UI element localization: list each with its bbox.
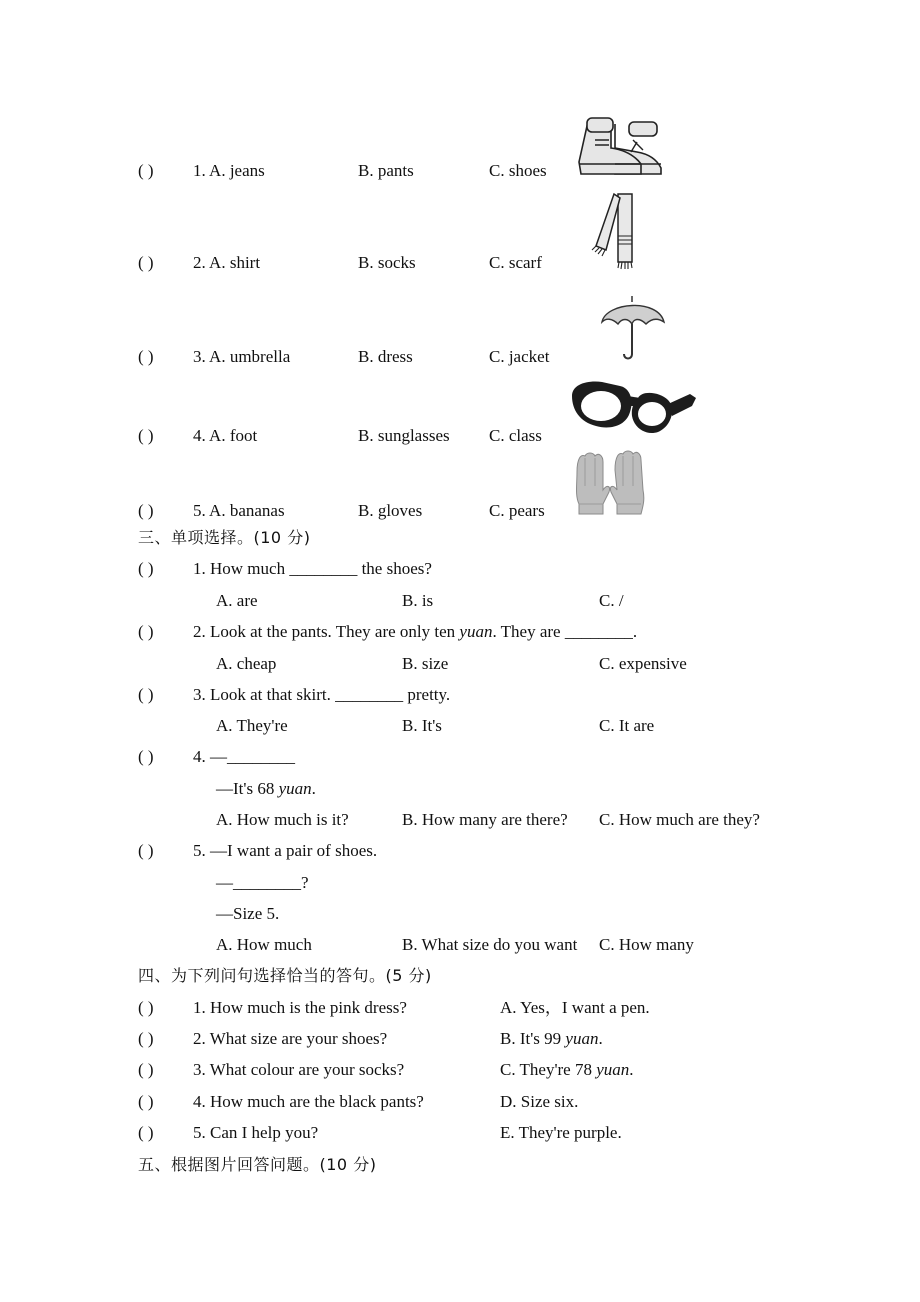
section3-title: 三、单项选择。(10 分) [138, 528, 311, 547]
section5-title: 五、根据图片回答问题。(10 分) [138, 1155, 377, 1174]
option-a: A. are [216, 591, 258, 610]
answer-blank[interactable]: ( ) [138, 161, 154, 180]
answer-blank[interactable]: ( ) [138, 747, 154, 766]
answer-blank[interactable]: ( ) [138, 501, 154, 520]
answer-option: C. They're 78 yuan. [500, 1060, 634, 1079]
dialogue-line: —________? [216, 873, 309, 892]
question-text: 4. How much are the black pants? [193, 1092, 424, 1111]
question-text: 3. What colour are your socks? [193, 1060, 405, 1079]
question-stem: 1. How much ________ the shoes? [193, 559, 432, 578]
answer-option: E. They're purple. [500, 1123, 622, 1142]
option-b: B. size [402, 654, 449, 673]
question-option-a: 2. A. shirt [193, 253, 261, 272]
option-b: B. is [402, 591, 434, 610]
question-option-c: C. shoes [489, 161, 547, 180]
question-option-a: 5. A. bananas [193, 501, 285, 520]
answer-blank[interactable]: ( ) [138, 1029, 154, 1048]
umbrella-image [598, 292, 668, 364]
option-a: A. They're [216, 716, 288, 735]
question-option-b: B. gloves [358, 501, 423, 520]
gloves-image [571, 450, 649, 518]
question-text: 2. What size are your shoes? [193, 1029, 388, 1048]
question-option-c: C. scarf [489, 253, 542, 272]
answer-blank[interactable]: ( ) [138, 426, 154, 445]
option-b: B. How many are there? [402, 810, 568, 829]
option-c: C. How much are they? [599, 810, 760, 829]
question-option-a: 3. A. umbrella [193, 347, 291, 366]
answer-blank[interactable]: ( ) [138, 998, 154, 1017]
question-text: 1. How much is the pink dress? [193, 998, 407, 1017]
option-a: A. cheap [216, 654, 277, 673]
option-c: C. expensive [599, 654, 687, 673]
answer-blank[interactable]: ( ) [138, 1092, 154, 1111]
option-a: A. How much is it? [216, 810, 349, 829]
question-option-a: 4. A. foot [193, 426, 258, 445]
question-option-b: B. dress [358, 347, 413, 366]
answer-blank[interactable]: ( ) [138, 559, 154, 578]
question-option-b: B. sunglasses [358, 426, 450, 445]
answer-blank[interactable]: ( ) [138, 1123, 154, 1142]
question-option-c: C. pears [489, 501, 545, 520]
scarf-image [588, 190, 648, 272]
section4-title: 四、为下列问句选择恰当的答句。(5 分) [138, 966, 432, 985]
answer-blank[interactable]: ( ) [138, 841, 154, 860]
question-stem: 5. —I want a pair of shoes. [193, 841, 378, 860]
dialogue-line: —Size 5. [216, 904, 280, 923]
question-stem: 3. Look at that skirt. ________ pretty. [193, 685, 451, 704]
answer-blank[interactable]: ( ) [138, 347, 154, 366]
option-c: C. / [599, 591, 624, 610]
question-option-c: C. jacket [489, 347, 550, 366]
answer-option: B. It's 99 yuan. [500, 1029, 603, 1048]
question-option-a: 1. A. jeans [193, 161, 265, 180]
question-option-b: B. pants [358, 161, 414, 180]
question-stem: 2. Look at the pants. They are only ten yuan. They are ________. [193, 622, 638, 641]
option-c: C. How many [599, 935, 694, 954]
glasses-image [568, 376, 700, 442]
question-option-b: B. socks [358, 253, 416, 272]
answer-blank[interactable]: ( ) [138, 1060, 154, 1079]
question-stem: 4. —________ [193, 747, 295, 766]
dialogue-line: —It's 68 yuan. [216, 779, 316, 798]
shoes-image [575, 112, 675, 180]
answer-blank[interactable]: ( ) [138, 685, 154, 704]
answer-option: D. Size six. [500, 1092, 579, 1111]
option-c: C. It are [599, 716, 655, 735]
answer-blank[interactable]: ( ) [138, 622, 154, 641]
option-b: B. What size do you want [402, 935, 578, 954]
answer-blank[interactable]: ( ) [138, 253, 154, 272]
question-option-c: C. class [489, 426, 542, 445]
option-b: B. It's [402, 716, 442, 735]
option-a: A. How much [216, 935, 312, 954]
answer-option: A. Yes，I want a pen. [500, 998, 650, 1017]
question-text: 5. Can I help you? [193, 1123, 319, 1142]
